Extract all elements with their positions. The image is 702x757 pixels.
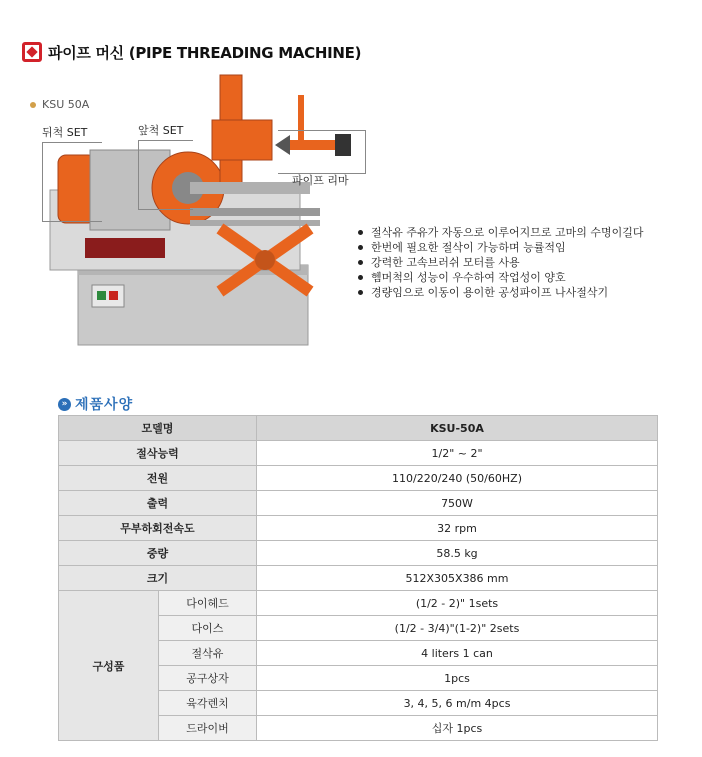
row-value: 512X305X386 mm — [257, 566, 658, 591]
table-row — [59, 541, 658, 566]
callout-front-chuck: 앞척 SET — [138, 124, 184, 137]
callout-rear-chuck: 뒤척 SET — [42, 126, 88, 139]
component-name: 다이스 — [159, 616, 257, 641]
callout-reamer-bracket — [278, 130, 366, 174]
table-row — [59, 591, 658, 616]
chevron-right-circle-icon: » — [58, 398, 71, 411]
diamond-square-icon — [22, 42, 42, 62]
header-value: KSU-50A — [257, 416, 658, 441]
bullet-icon — [358, 230, 363, 235]
row-label: 크기 — [59, 566, 257, 591]
feature-list — [358, 225, 644, 300]
bullet-icon — [358, 260, 363, 265]
row-label: 절삭능력 — [59, 441, 257, 466]
row-value: 32 rpm — [257, 516, 658, 541]
components-label: 구성품 — [59, 591, 159, 741]
table-row — [59, 466, 658, 491]
component-value: (1/2 - 3/4)"(1-2)" 2sets — [257, 616, 658, 641]
page-title: 파이프 머신 (PIPE THREADING MACHINE) — [48, 43, 362, 62]
component-name: 육각렌치 — [159, 691, 257, 716]
component-name: 절삭유 — [159, 641, 257, 666]
row-value: 110/220/240 (50/60HZ) — [257, 466, 658, 491]
component-value: 십자 1pcs — [257, 716, 658, 741]
component-name: 공구상자 — [159, 666, 257, 691]
model-label: KSU 50A — [42, 98, 90, 111]
row-label: 출력 — [59, 491, 257, 516]
row-value: 1/2" ~ 2" — [257, 441, 658, 466]
bullet-dot-icon — [30, 102, 36, 108]
callout-reamer: 파이프 리마 — [292, 174, 349, 187]
spec-section-title: 제품사양 — [75, 397, 134, 413]
table-row — [59, 491, 658, 516]
bullet-icon — [358, 245, 363, 250]
list-item: 헴머척의 성능이 우수하여 작업성이 양호 — [358, 270, 644, 285]
table-header-row — [59, 416, 658, 441]
spec-section-header — [58, 394, 133, 414]
callout-rear-chuck-bracket — [42, 142, 102, 222]
bullet-icon — [358, 275, 363, 280]
component-name: 드라이버 — [159, 716, 257, 741]
list-item: 절삭유 주유가 자동으로 이루어지므로 고마의 수명이길다 — [358, 225, 644, 240]
component-value: (1/2 - 2)" 1sets — [257, 591, 658, 616]
spec-table — [58, 415, 658, 741]
list-item: 경량임으로 이동이 용이한 공성파이프 나사절삭기 — [358, 285, 644, 300]
table-row — [59, 441, 658, 466]
row-label: 무부하회전속도 — [59, 516, 257, 541]
row-value: 58.5 kg — [257, 541, 658, 566]
component-value: 1pcs — [257, 666, 658, 691]
list-item: 한번에 필요한 절삭이 가능하며 능률적임 — [358, 240, 644, 255]
table-row — [59, 516, 658, 541]
component-value: 4 liters 1 can — [257, 641, 658, 666]
table-row — [59, 566, 658, 591]
component-value: 3, 4, 5, 6 m/m 4pcs — [257, 691, 658, 716]
row-label: 전원 — [59, 466, 257, 491]
row-value: 750W — [257, 491, 658, 516]
row-label: 중량 — [59, 541, 257, 566]
component-name: 다이헤드 — [159, 591, 257, 616]
callout-front-chuck-bracket — [138, 140, 193, 210]
bullet-icon — [358, 290, 363, 295]
list-item: 강력한 고속브러쉬 모터를 사용 — [358, 255, 644, 270]
header-label: 모델명 — [59, 416, 257, 441]
